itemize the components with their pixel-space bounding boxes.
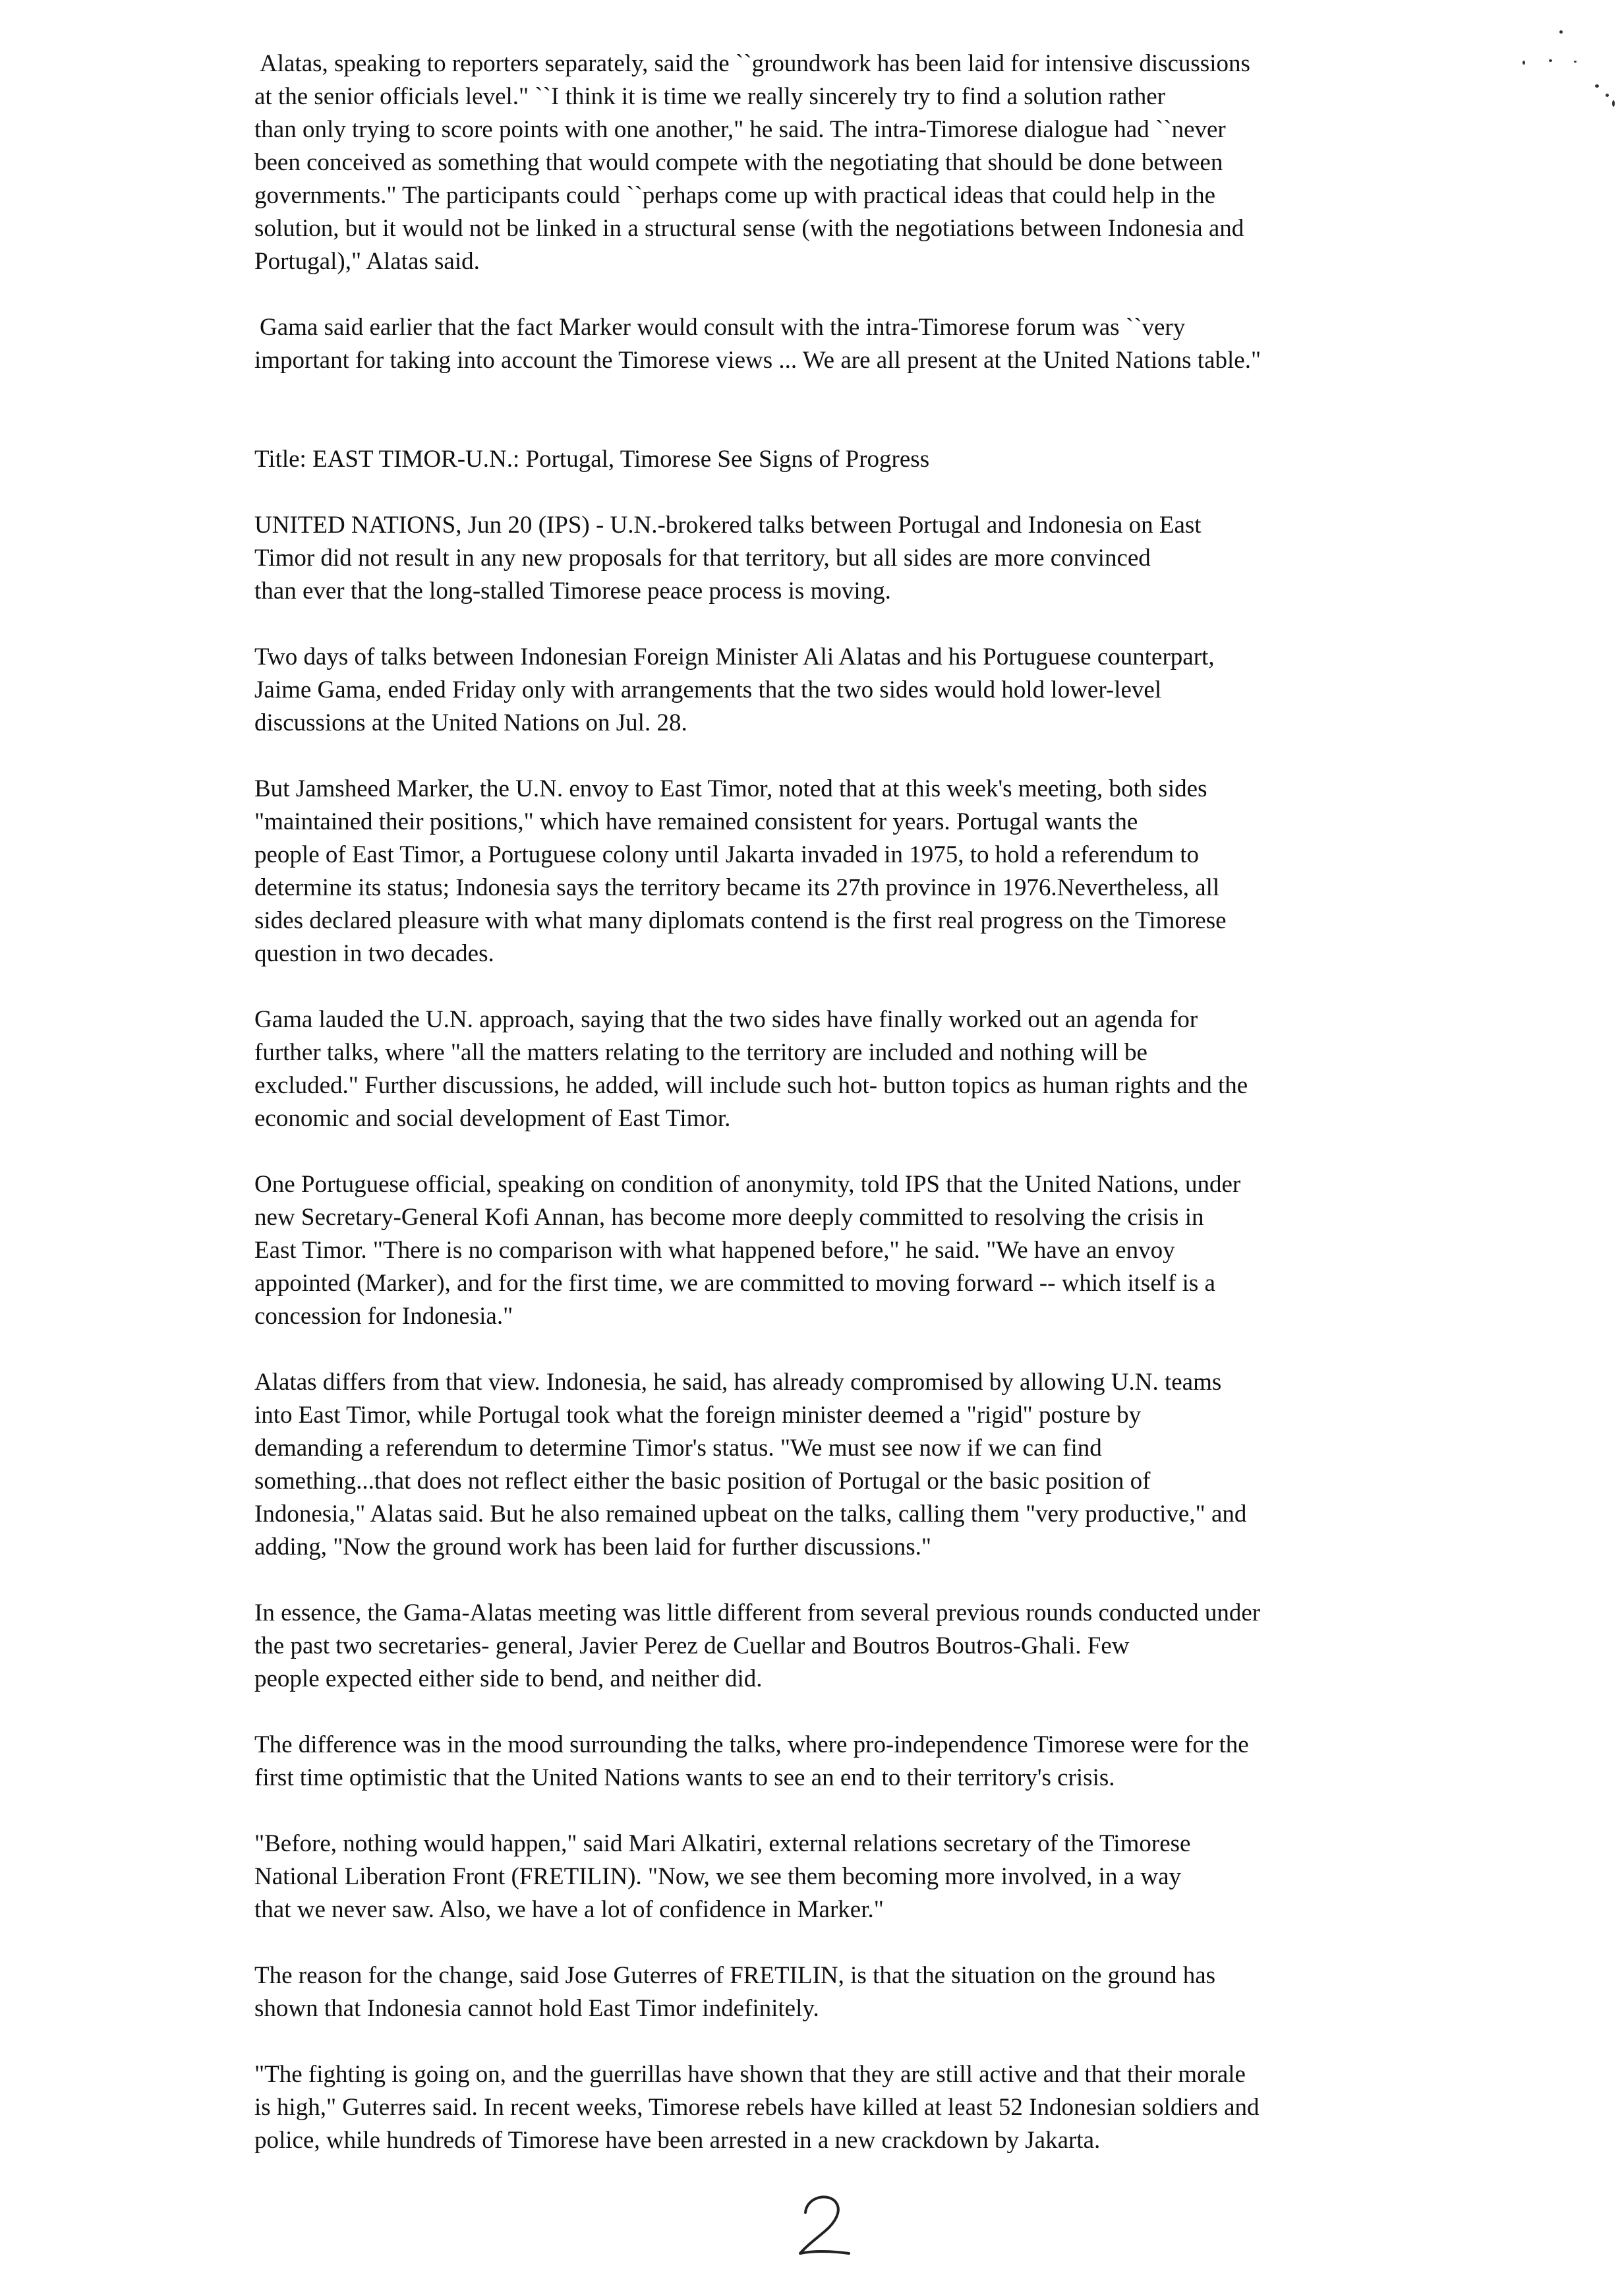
scan-speck — [1606, 94, 1609, 97]
text-line: The reason for the change, said Jose Guterres of FRETILIN, is that the situation on the ground has — [254, 1962, 1216, 1989]
text-line: new Secretary-General Kofi Annan, has become more deeply committed to resolving the crisis in — [254, 1204, 1204, 1231]
article-paragraph — [254, 1597, 1414, 1696]
text-line: people of East Timor, a Portuguese colony until Jakarta invaded in 1975, to hold a referendum to — [254, 841, 1200, 868]
text-line: sides declared pleasure with what many diplomats contend is the first real progress on the Timorese — [254, 907, 1227, 934]
continuation-paragraph — [254, 47, 1414, 278]
text-line: at the senior officials level." ``I think it is time we really sincerely try to find a solution rather — [254, 83, 1165, 110]
text-line: East Timor. "There is no comparison with what happened before," he said. "We have an envoy — [254, 1237, 1175, 1264]
text-line: National Liberation Front (FRETILIN). "Now, we see them becoming more involved, in a way — [254, 1863, 1182, 1890]
scan-speck — [1549, 59, 1552, 62]
text-line: "The fighting is going on, and the guerrillas have shown that they are still active and that their morale — [254, 2061, 1246, 2088]
text-line: into East Timor, while Portugal took what the foreign minister deemed a "rigid" posture by — [254, 1402, 1142, 1429]
text-line: Indonesia," Alatas said. But he also remained upbeat on the talks, calling them "very productive," and — [254, 1501, 1247, 1528]
text-line: "maintained their positions," which have remained consistent for years. Portugal wants the — [254, 808, 1138, 835]
text-line: further talks, where "all the matters relating to the territory are included and nothing will be — [254, 1039, 1147, 1066]
text-line: that we never saw. Also, we have a lot of confidence in Marker." — [254, 1896, 884, 1923]
article-title-text: Title: EAST TIMOR-U.N.: Portugal, Timorese See Signs of Progress — [254, 446, 930, 473]
continuation-paragraph — [254, 311, 1414, 377]
article-paragraph — [254, 2058, 1414, 2157]
text-line: appointed (Marker), and for the first time, we are committed to moving forward -- which itself is a — [254, 1270, 1215, 1297]
text-line: Gama lauded the U.N. approach, saying that the two sides have finally worked out an agenda for — [254, 1006, 1198, 1033]
text-line: Two days of talks between Indonesian Foreign Minister Ali Alatas and his Portuguese counterpart, — [254, 643, 1215, 670]
text-line: Alatas, speaking to reporters separately, said the ``groundwork has been laid for intensive discussions — [260, 50, 1250, 77]
text-line: Alatas differs from that view. Indonesia, he said, has already compromised by allowing U.N. teams — [254, 1369, 1222, 1396]
article-paragraph — [254, 773, 1414, 970]
scan-speck — [1574, 61, 1577, 63]
text-line: people expected either side to bend, and neither did. — [254, 1665, 763, 1692]
text-line: excluded." Further discussions, he added, will include such hot- button topics as human rights and the — [254, 1072, 1248, 1099]
text-line: demanding a referendum to determine Timor's status. "We must see now if we can find — [254, 1435, 1102, 1462]
article-paragraph — [254, 1959, 1414, 2025]
article-paragraph — [254, 1366, 1414, 1564]
text-line: than ever that the long-stalled Timorese peace process is moving. — [254, 578, 891, 605]
text-line: concession for Indonesia." — [254, 1303, 513, 1330]
text-line: governments." The participants could ``perhaps come up with practical ideas that could help in the — [254, 182, 1215, 209]
text-line: question in two decades. — [254, 940, 494, 967]
text-line: Gama said earlier that the fact Marker would consult with the intra-Timorese forum was ``very — [260, 314, 1186, 341]
text-line: something...that does not reflect either the basic position of Portugal or the basic position of — [254, 1468, 1151, 1495]
article-paragraph — [254, 1828, 1414, 1926]
text-line: "Before, nothing would happen," said Mari Alkatiri, external relations secretary of the Timorese — [254, 1830, 1191, 1857]
text-line: Portugal)," Alatas said. — [254, 248, 480, 275]
text-line: UNITED NATIONS, Jun 20 (IPS) - U.N.-brokered talks between Portugal and Indonesia on East — [254, 512, 1202, 539]
text-line: In essence, the Gama-Alatas meeting was little different from several previous rounds conducted under — [254, 1599, 1261, 1626]
text-line: economic and social development of East Timor. — [254, 1105, 731, 1132]
document-body — [254, 47, 1414, 2190]
text-line: the past two secretaries- general, Javier Perez de Cuellar and Boutros Boutros-Ghali. Few — [254, 1632, 1130, 1659]
text-line: But Jamsheed Marker, the U.N. envoy to East Timor, noted that at this week's meeting, both sides — [254, 775, 1207, 802]
text-line: than only trying to score points with one another," he said. The intra-Timorese dialogue had ``never — [254, 116, 1226, 143]
scan-speck — [1612, 100, 1615, 107]
text-line: The difference was in the mood surrounding the talks, where pro-independence Timorese were for the — [254, 1731, 1249, 1758]
text-line: is high," Guterres said. In recent weeks, Timorese rebels have killed at least 52 Indonesian soldiers and — [254, 2094, 1260, 2121]
text-line: important for taking into account the Timorese views ... We are all present at the United Nations table." — [254, 347, 1262, 374]
text-line: been conceived as something that would compete with the negotiating that should be done between — [254, 149, 1223, 176]
article-title — [254, 443, 1414, 476]
text-line: determine its status; Indonesia says the territory became its 27th province in 1976.Nevertheless, all — [254, 874, 1220, 901]
text-line: first time optimistic that the United Nations wants to see an end to their territory's crisis. — [254, 1764, 1115, 1791]
scan-speck — [1595, 84, 1599, 88]
scan-speck — [1522, 61, 1525, 65]
article-paragraph — [254, 1729, 1414, 1795]
text-line: shown that Indonesia cannot hold East Timor indefinitely. — [254, 1995, 819, 2022]
text-line: adding, "Now the ground work has been laid for further discussions." — [254, 1533, 931, 1561]
text-line: discussions at the United Nations on Jul. 28. — [254, 709, 687, 736]
text-line: One Portuguese official, speaking on condition of anonymity, told IPS that the United Nations, under — [254, 1171, 1241, 1198]
handwritten-page-number — [791, 2187, 857, 2260]
article-paragraph — [254, 1168, 1414, 1333]
article-paragraph — [254, 509, 1414, 608]
text-line: solution, but it would not be linked in a structural sense (with the negotiations between Indonesia and — [254, 215, 1244, 242]
text-line: Jaime Gama, ended Friday only with arrangements that the two sides would hold lower-level — [254, 676, 1162, 703]
article-paragraph — [254, 641, 1414, 740]
text-line: police, while hundreds of Timorese have been arrested in a new crackdown by Jakarta. — [254, 2127, 1101, 2154]
article-paragraph — [254, 1003, 1414, 1135]
text-line: Timor did not result in any new proposals for that territory, but all sides are more convinced — [254, 545, 1151, 572]
scan-speck — [1559, 30, 1563, 34]
